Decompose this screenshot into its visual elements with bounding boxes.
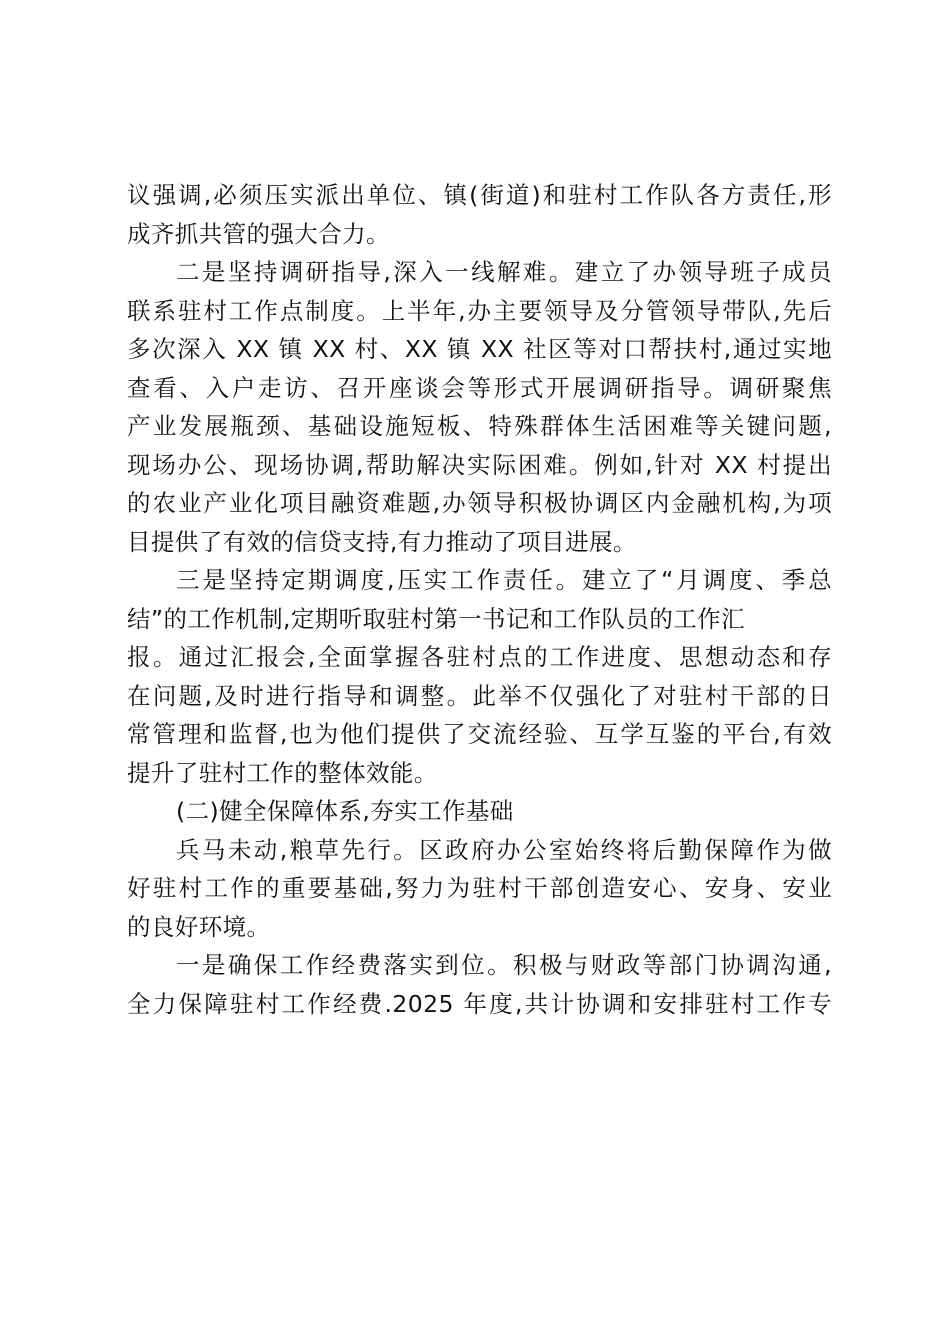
text-line: 议强调,必须压实派出单位、镇(街道)和驻村工作队各方责任,形	[127, 181, 832, 209]
text-line: 结”的工作机制,定期听取驻村第一书记和工作队员的工作汇	[127, 604, 745, 633]
paragraph-start-line: 二是坚持调研指导,深入一线解难。建立了办领导班子成员	[176, 258, 832, 286]
text-line: 的良好环境。	[127, 912, 271, 941]
text-line: 提升了驻村工作的整体效能。	[127, 758, 438, 787]
text-line: 多次深入 XX 镇 XX 村、XX 镇 XX 社区等对口帮扶村,通过实地	[127, 335, 832, 363]
section-heading: (二)健全保障体系,夯实工作基础	[176, 797, 514, 825]
text-line: 现场办公、现场协调,帮助解决实际困难。例如,针对 XX 村提出	[127, 450, 832, 479]
paragraph-start-line: 一是确保工作经费落实到位。积极与财政等部门协调沟通,	[176, 951, 832, 979]
paragraph-start-line: 兵马未动,粮草先行。区政府办公室始终将后勤保障作为做	[176, 835, 832, 864]
text-line: 全力保障驻村工作经费.2025 年度,共计协调和安排驻村工作专	[127, 989, 832, 1018]
paragraph-start-line: 三是坚持定期调度,压实工作责任。建立了“月调度、季总	[176, 566, 832, 594]
text-line: 目提供了有效的信贷支持,有力推动了项目进展。	[127, 527, 637, 556]
text-line: 查看、入户走访、召开座谈会等形式开展调研指导。调研聚焦	[127, 373, 832, 402]
document-body	[127, 176, 832, 1023]
text-line: 报。通过汇报会,全面掌握各驻村点的工作进度、思想动态和存	[127, 643, 832, 671]
text-line: 常管理和监督,也为他们提供了交流经验、互学互鉴的平台,有效	[127, 720, 832, 748]
text-line: 联系驻村工作点制度。上半年,办主要领导及分管领导带队,先后	[127, 296, 832, 325]
text-line: 成齐抓共管的强大合力。	[127, 219, 390, 248]
text-line: 在问题,及时进行指导和调整。此举不仅强化了对驻村干部的日	[127, 681, 832, 710]
text-line: 好驻村工作的重要基础,努力为驻村干部创造安心、安身、安业	[127, 874, 832, 902]
text-line: 产业发展瓶颈、基础设施短板、特殊群体生活困难等关键问题,	[127, 412, 832, 440]
text-line: 的农业产业化项目融资难题,办领导积极协调区内金融机构,为项	[127, 489, 832, 517]
